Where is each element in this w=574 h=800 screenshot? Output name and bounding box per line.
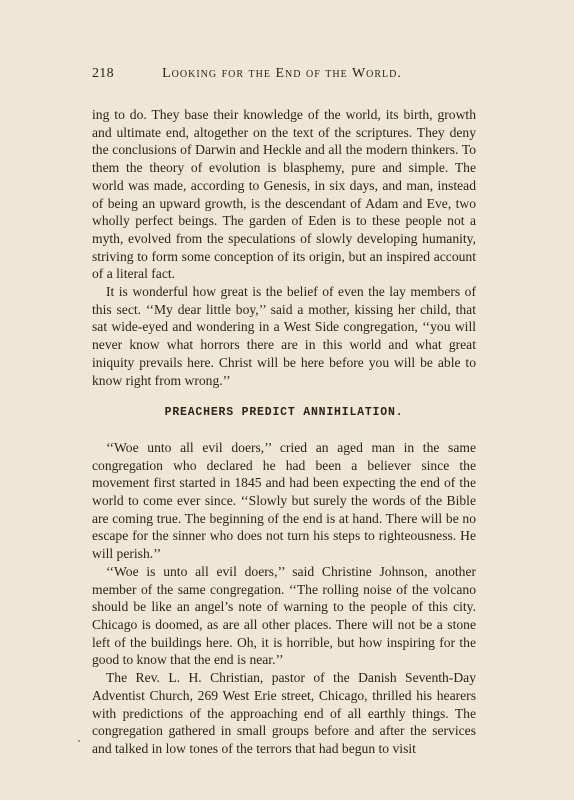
page-number: 218 [92,66,114,81]
paper-speck [78,740,80,742]
section-heading: PREACHERS PREDICT ANNIHILATION. [164,406,404,420]
paragraph: ‘‘Woe unto all evil doers,’’ cried an aged man in the same congregation who declared he had been a believer since the movement first started in 1845 and had been expecting the end of the world to come ever since. ‘‘Slowly but surely the words of the Bible are coming true. The beginning of the end is at hand. There will be no escape for the sinner who does not turn his steps to righteousness. He will perish.’’ [92,439,476,562]
paragraph: It is wonderful how great is the belief of even the lay members of this sect. ‘‘My dear little boy,’’ said a mother, kissing her child, that sat wide-eyed and wondering in a West Side congregation, ‘‘you will never know what horrors there are in this world and what great iniquity prevails here. Christ will be here before you will be able to know right from wrong.’’ [92,284,476,388]
paragraph: ing to do. They base their knowledge of the world, its birth, growth and ultimate end, altogether on the text of the scriptures. They deny the conclusions of Darwin and Heckle and all the modern thinkers. To them the theory of evolution is blasphemy, pure and simple. The world was made, according to Genesis, in six days, and man, instead of being an upward growth, is the descendant of Adam and Eve, two wholly perfect beings. The garden of Eden is to these people not a myth, evolved from the speculations of slowly developing humanity, striving to form some conception of its origin, but an inspired account of a literal fact. [92,107,476,282]
running-title: Looking for the End of the World. [162,66,402,81]
paragraph: The Rev. L. H. Christian, pastor of the Danish Seventh-Day Adventist Church, 269 West Erie street, Chicago, thrilled his hearers with predictions of the approaching end of all earthly things. The congregation gathered in small groups before and after the services and talked in low tones of the terrors that had begun to visit [92,670,476,756]
paragraph: ‘‘Woe is unto all evil doers,’’ said Christine Johnson, another member of the same congregation. ‘‘The rolling noise of the volcano should be like an angel’s note of warning to the people of this city. Chicago is doomed, as are all other places. There will not be a stone left of the buildings here. Oh, it is horrible, but how inspiring for the good to know that the end is near.’’ [92,563,476,668]
page-body [92,106,476,758]
